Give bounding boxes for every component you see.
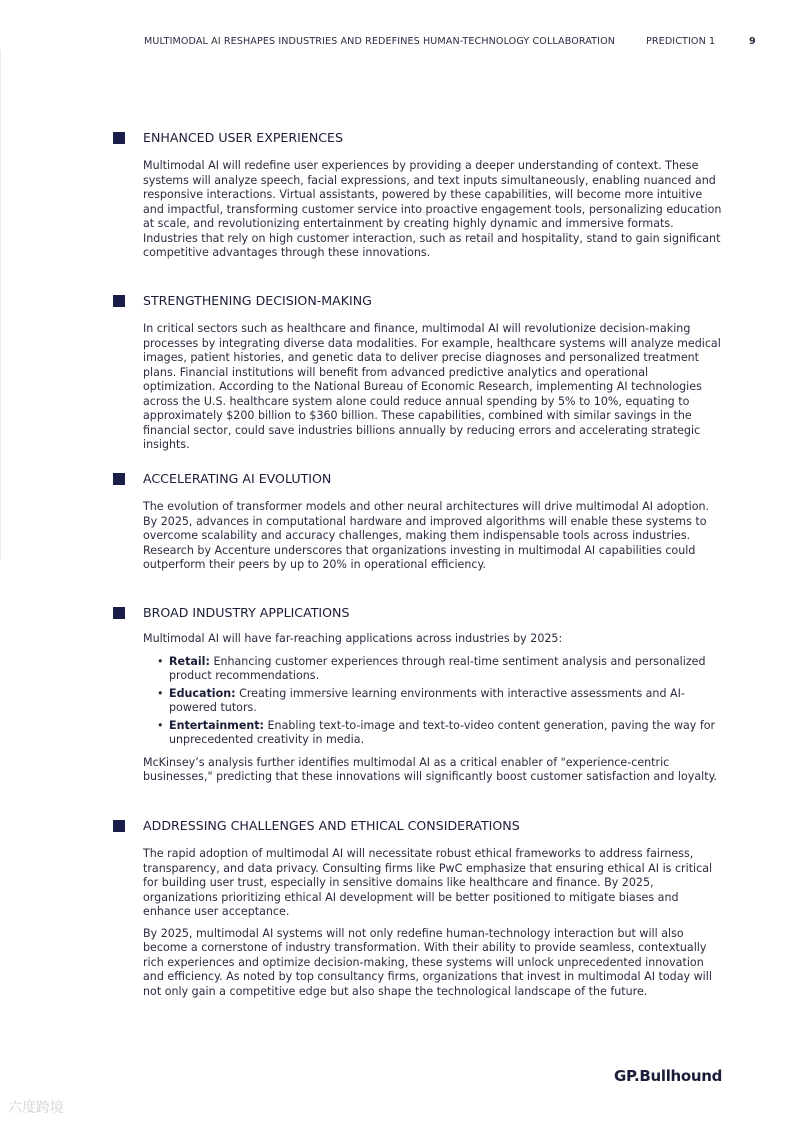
section-intro: Multimodal AI will have far-reaching applications across industries by 2025: bbox=[143, 632, 563, 645]
section-strengthening-decision-making bbox=[113, 292, 723, 453]
section-paragraph: Multimodal AI will redefine user experiences by providing a deeper understanding of context. These systems will analyze speech, facial expressions, and text inputs simultaneously, enabling nuanced and responsive interactions. Virtual assistants, powered by these capabilities, will become more intuitive and impactful, transforming customer service into proactive engagement tools, personalizing education at scale, and revolutionizing entertainment by creating highly dynamic and immersive formats. Industries that rely on high customer interaction, such as retail and hospitality, stand to gain significant competitive advantages through these innovations. bbox=[143, 159, 722, 259]
square-bullet-icon bbox=[113, 820, 125, 832]
section-heading bbox=[113, 604, 723, 622]
list-item-text: Enabling text-to-image and text-to-video content generation, paving the way for unprecedented creativity in media. bbox=[169, 718, 716, 746]
section-outro: McKinsey’s analysis further identifies multimodal AI as a critical enabler of "experience-centric businesses," predicting that these innovations will significantly boost customer satisfaction and loyalty. bbox=[143, 755, 718, 783]
gp-bullhound-logo: GP.Bullhound bbox=[614, 1067, 723, 1085]
section-enhanced-user-experiences bbox=[113, 129, 723, 261]
header-prediction: PREDICTION 1 bbox=[646, 36, 716, 47]
section-heading-text: STRENGTHENING DECISION-MAKING bbox=[143, 293, 372, 308]
list-item-term: Retail: bbox=[169, 654, 210, 668]
square-bullet-icon bbox=[113, 132, 125, 144]
watermark: 六度跨境 bbox=[8, 1100, 64, 1116]
page-header bbox=[144, 36, 756, 50]
list-item-text: Creating immersive learning environments with interactive assessments and AI-powered tutors. bbox=[169, 686, 685, 714]
section-heading bbox=[113, 817, 723, 835]
list-item-term: Entertainment: bbox=[169, 718, 264, 732]
list-item bbox=[169, 655, 723, 684]
application-list bbox=[113, 655, 723, 748]
section-heading-text: ENHANCED USER EXPERIENCES bbox=[143, 130, 343, 145]
section-broad-industry-applications bbox=[113, 604, 723, 785]
section-heading-text: ADDRESSING CHALLENGES AND ETHICAL CONSIDERATIONS bbox=[143, 818, 520, 833]
section-paragraph: By 2025, multimodal AI systems will not only redefine human-technology interaction but will also become a cornerstone of industry transformation. With their ability to provide seamless, contextually rich experiences and optimize decision-making, these systems will unlock unprecedented innovation and efficiency. As noted by top consultancy firms, organizations that invest in multimodal AI today will not only gain a competitive edge but also shape the technological landscape of the future. bbox=[143, 926, 712, 998]
section-heading bbox=[113, 129, 723, 147]
list-item-term: Education: bbox=[169, 686, 236, 700]
left-margin-rule bbox=[0, 50, 1, 560]
section-paragraph: In critical sectors such as healthcare and finance, multimodal AI will revolutionize decision-making processes by integrating diverse data modalities. For example, healthcare systems will analyze medical images, patient histories, and genetic data to deliver precise diagnoses and personalized treatment plans. Financial institutions will benefit from advanced predictive analytics and operational optimization. According to the National Bureau of Economic Research, implementing AI technologies across the U.S. healthcare system alone could reduce annual spending by 5% to 10%, equating to approximately $200 billion to $360 billion. These capabilities, combined with similar savings in the financial sector, could save industries billions annually by reducing errors and accelerating strategic insights. bbox=[143, 322, 721, 451]
header-title: MULTIMODAL AI RESHAPES INDUSTRIES AND REDEFINES HUMAN-TECHNOLOGY COLLABORATION bbox=[144, 36, 615, 47]
section-heading bbox=[113, 292, 723, 310]
list-item bbox=[169, 687, 723, 716]
section-accelerating-ai-evolution bbox=[113, 470, 723, 573]
section-addressing-challenges bbox=[113, 817, 723, 999]
section-heading-text: ACCELERATING AI EVOLUTION bbox=[143, 471, 332, 486]
square-bullet-icon bbox=[113, 607, 125, 619]
section-paragraph: The evolution of transformer models and other neural architectures will drive multimodal AI adoption. By 2025, advances in computational hardware and improved algorithms will enable these systems to overcome scalability and accuracy challenges, making them indispensable tools across industries. Research by Accenture underscores that organizations investing in multimodal AI capabilities could outperform their peers by up to 20% in operational efficiency. bbox=[143, 500, 710, 571]
section-paragraph: The rapid adoption of multimodal AI will necessitate robust ethical frameworks to address fairness, transparency, and data privacy. Consulting firms like PwC emphasize that ensuring ethical AI is critical for building user trust, especially in sensitive domains like healthcare and finance. By 2025, organizations prioritizing ethical AI development will be better positioned to mitigate biases and enhance user acceptance. bbox=[143, 847, 713, 918]
square-bullet-icon bbox=[113, 295, 125, 307]
page-number: 9 bbox=[749, 36, 756, 47]
list-item bbox=[169, 719, 723, 748]
section-heading-text: BROAD INDUSTRY APPLICATIONS bbox=[143, 605, 350, 620]
square-bullet-icon bbox=[113, 473, 125, 485]
section-heading bbox=[113, 470, 723, 488]
list-item-text: Enhancing customer experiences through real-time sentiment analysis and personalized product recommendations. bbox=[169, 654, 706, 682]
